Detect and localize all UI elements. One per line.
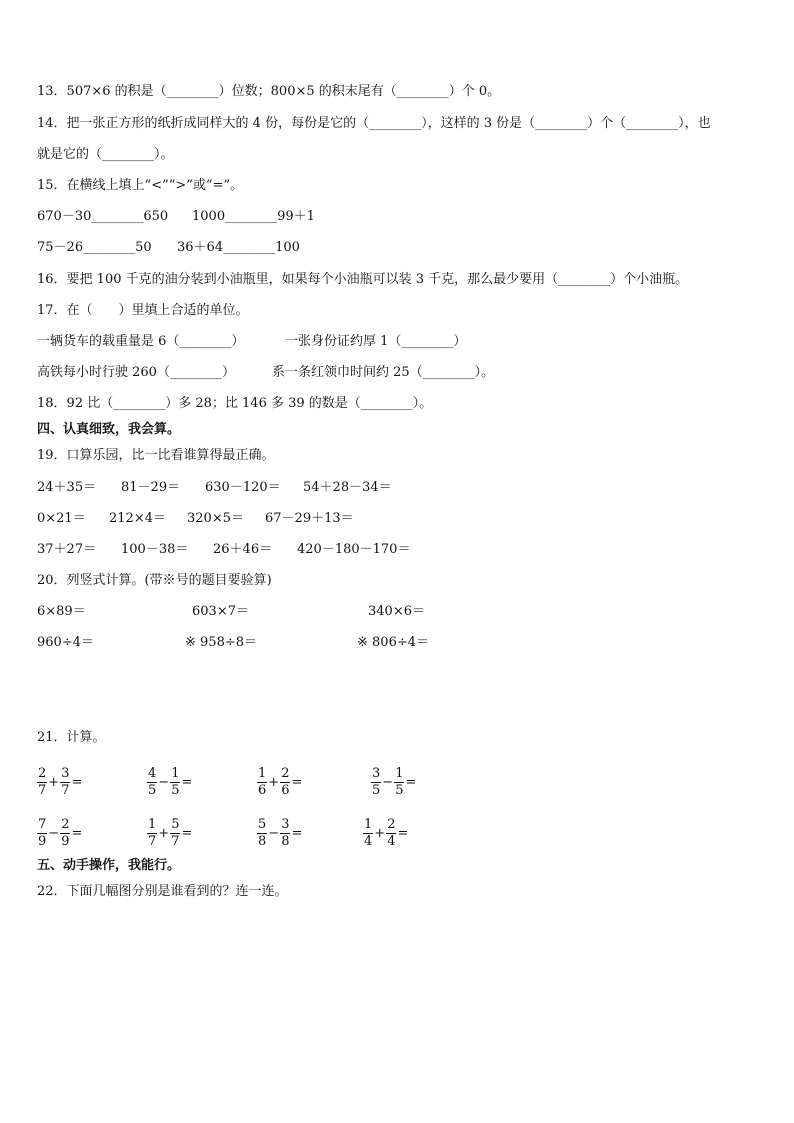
operator: − — [48, 825, 60, 841]
denominator: 7 — [61, 782, 70, 798]
mental-calc-item: 26＋46＝ — [213, 542, 273, 557]
numerator: 5 — [171, 816, 180, 832]
operator: + — [268, 774, 280, 790]
vertical-calc-item: ※ 806÷4＝ — [357, 635, 430, 650]
equals-sign: = — [397, 825, 409, 841]
denominator: 7 — [148, 833, 157, 849]
numerator: 5 — [258, 816, 267, 832]
numerator: 2 — [61, 816, 70, 832]
numerator: 3 — [61, 765, 70, 781]
question-18: 18．92 比（________）多 28；比 146 多 39 的数是（________）。 — [37, 396, 433, 411]
compare-item: 75－26________50 — [37, 240, 152, 255]
unit-item: 系一条红领巾时间约 25（________）。 — [272, 365, 495, 380]
question-13: 13．507×6 的积是（________）位数；800×5 的积末尾有（________）个 0。 — [37, 84, 501, 99]
equals-sign: = — [291, 774, 303, 790]
question-22: 22．下面几幅图分别是谁看到的？连一连。 — [37, 884, 288, 899]
compare-item: 36＋64________100 — [177, 240, 300, 255]
numerator: 1 — [258, 765, 267, 781]
question-20: 20．列竖式计算。(带※号的题目要验算) — [37, 573, 272, 588]
fraction-expression — [37, 762, 83, 802]
denominator: 5 — [148, 782, 157, 798]
operator: − — [382, 774, 394, 790]
vertical-calc-item: 603×7＝ — [192, 604, 249, 619]
denominator: 5 — [395, 782, 404, 798]
denominator: 6 — [258, 782, 267, 798]
question-17: 17．在（ ）里填上合适的单位。 — [37, 303, 249, 318]
equals-sign: = — [291, 825, 303, 841]
numerator: 2 — [38, 765, 47, 781]
mental-calc-item: 420－180－170＝ — [297, 542, 411, 557]
fraction-expression — [257, 813, 303, 853]
numerator: 7 — [38, 816, 47, 832]
numerator: 1 — [364, 816, 373, 832]
denominator: 5 — [171, 782, 180, 798]
numerator: 1 — [148, 816, 157, 832]
fraction-expression — [147, 762, 193, 802]
fraction-expression — [363, 813, 409, 853]
mental-calc-item: 320×5＝ — [187, 511, 244, 526]
denominator: 9 — [61, 833, 70, 849]
compare-item: 670－30________650 — [37, 209, 169, 224]
mental-calc-item: 54＋28－34＝ — [303, 480, 392, 495]
mental-calc-item: 212×4＝ — [109, 511, 166, 526]
denominator: 8 — [281, 833, 290, 849]
vertical-calc-item: 6×89＝ — [37, 604, 86, 619]
compare-item: 1000________99＋1 — [192, 209, 315, 224]
numerator: 3 — [281, 816, 290, 832]
operator: − — [158, 774, 170, 790]
vertical-calc-item: 960÷4＝ — [37, 635, 94, 650]
denominator: 6 — [281, 782, 290, 798]
equals-sign: = — [71, 825, 83, 841]
numerator: 1 — [395, 765, 404, 781]
fraction-expression — [37, 813, 83, 853]
denominator: 7 — [38, 782, 47, 798]
unit-item: 一张身份证约厚 1（________） — [285, 334, 467, 349]
mental-calc-item: 81－29＝ — [121, 480, 181, 495]
denominator: 4 — [364, 833, 373, 849]
numerator: 2 — [387, 816, 396, 832]
vertical-calc-item: 340×6＝ — [368, 604, 425, 619]
mental-calc-item: 67－29＋13＝ — [265, 511, 354, 526]
mental-calc-item: 630－120＝ — [205, 480, 281, 495]
operator: + — [48, 774, 60, 790]
denominator: 5 — [372, 782, 381, 798]
question-19: 19．口算乐园，比一比看谁算得最正确。 — [37, 448, 275, 463]
equals-sign: = — [181, 825, 193, 841]
fraction-expression — [147, 813, 193, 853]
question-16: 16．要把 100 千克的油分装到小油瓶里，如果每个小油瓶可以装 3 千克，那么最少要用（________）个小油瓶。 — [37, 272, 689, 287]
fraction-expression — [257, 762, 303, 802]
operator: + — [374, 825, 386, 841]
mental-calc-item: 100－38＝ — [121, 542, 189, 557]
mental-calc-item: 24＋35＝ — [37, 480, 97, 495]
numerator: 2 — [281, 765, 290, 781]
mental-calc-item: 0×21＝ — [37, 511, 86, 526]
section-4-heading: 四、认真细致，我会算。 — [37, 422, 181, 437]
denominator: 7 — [171, 833, 180, 849]
equals-sign: = — [181, 774, 193, 790]
numerator: 3 — [372, 765, 381, 781]
denominator: 8 — [258, 833, 267, 849]
mental-calc-item: 37＋27＝ — [37, 542, 97, 557]
vertical-calc-item: ※ 958÷8＝ — [185, 635, 258, 650]
denominator: 4 — [387, 833, 396, 849]
fraction-expression — [371, 762, 417, 802]
denominator: 9 — [38, 833, 47, 849]
question-21: 21．计算。 — [37, 730, 106, 745]
operator: + — [158, 825, 170, 841]
unit-item: 一辆货车的载重量是 6（________） — [37, 334, 245, 349]
question-14-line2: 就是它的（________）。 — [37, 147, 174, 162]
unit-item: 高铁每小时行驶 260（________） — [37, 365, 235, 380]
question-15: 15．在横线上填上“<”“>”或“=”。 — [37, 178, 244, 193]
equals-sign: = — [405, 774, 417, 790]
section-5-heading: 五、动手操作，我能行。 — [37, 858, 181, 873]
question-14-line1: 14．把一张正方形的纸折成同样大的 4 份，每份是它的（________），这样的 3 份是（________）个（________），也 — [37, 116, 711, 131]
numerator: 4 — [148, 765, 157, 781]
numerator: 1 — [171, 765, 180, 781]
operator: − — [268, 825, 280, 841]
equals-sign: = — [71, 774, 83, 790]
